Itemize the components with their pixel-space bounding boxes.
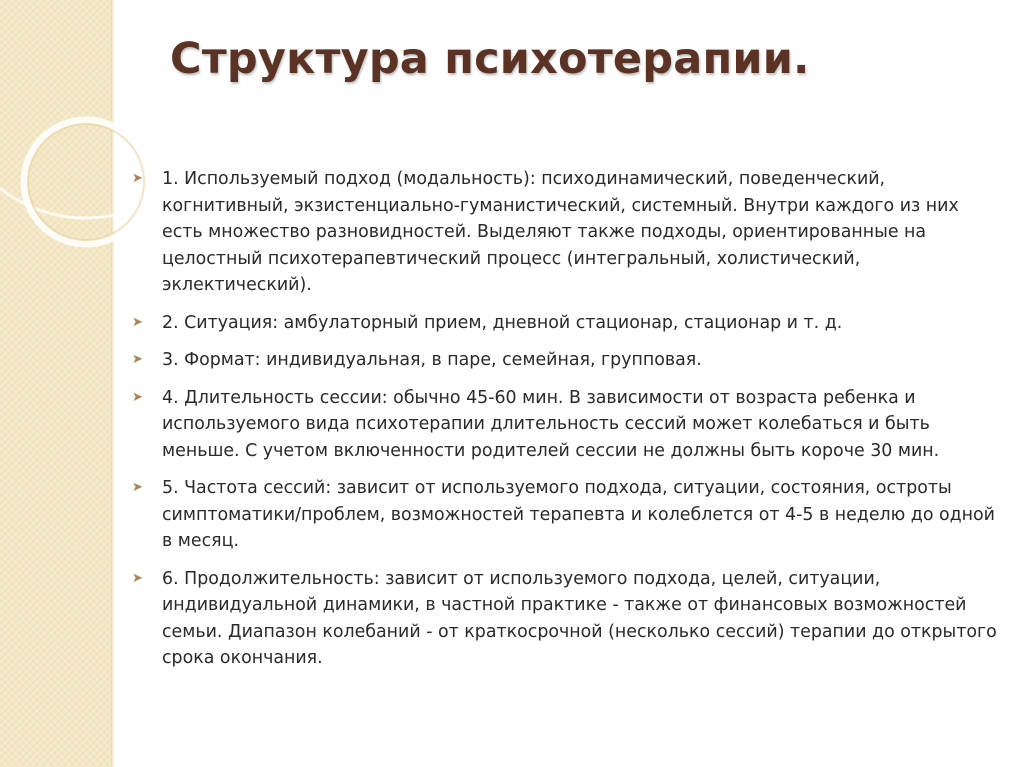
bullet-item-session-length — [130, 385, 1000, 465]
bullet-item-duration — [130, 566, 1000, 672]
decorative-small-ring-shadow — [28, 124, 144, 240]
arrow-right-icon: ➤ — [132, 570, 143, 586]
bullet-list — [130, 166, 1000, 683]
bullet-item-situation — [130, 310, 1000, 337]
arrow-right-icon: ➤ — [132, 314, 143, 330]
bullet-text: 4. Длительность сессии: обычно 45-60 мин. В зависимости от возраста ребенка и используемого вида психотерапии длительность сессий может колебаться и быть меньше. С учетом включенности родителей сессии не должны быть короче 30 мин. — [162, 387, 940, 461]
bullet-text: 1. Используемый подход (модальность): психодинамический, поведенческий, когнитивный, экзистенциально-гуманистический, системный. Внутри каждого из них есть множество разновидностей. Выделяют также подходы, ориентированные на целостный психотерапевтический процесс (интегральный, холистический, эклектический). — [162, 169, 959, 295]
bullet-text: 2. Ситуация: амбулаторный прием, дневной стационар, стационар и т. д. — [162, 312, 843, 333]
bullet-text: 5. Частота сессий: зависит от используемого подхода, ситуации, состояния, остроты симптоматики/проблем, возможностей терапевта и колеблется от 4-5 в неделю до одной в месяц. — [162, 478, 995, 551]
bullet-text: 3. Формат: индивидуальная, в паре, семейная, групповая. — [162, 350, 702, 370]
arrow-right-icon: ➤ — [132, 389, 143, 405]
bullet-item-frequency — [130, 475, 1000, 555]
bullet-item-modality — [130, 166, 1000, 299]
bullet-item-format — [130, 347, 1000, 374]
slide-title: Структура психотерапии. — [170, 34, 810, 84]
bullet-text: 6. Продолжительность: зависит от используемого подхода, целей, ситуации, индивидуальной динамики, в частной практике - также от финансовых возможностей семьи. Диапазон колебаний - от краткосрочной (несколько сессий) терапии до открытого срока окончания. — [162, 568, 997, 668]
arrow-right-icon: ➤ — [132, 352, 143, 367]
arrow-right-icon: ➤ — [132, 171, 143, 186]
arrow-right-icon: ➤ — [132, 480, 143, 495]
